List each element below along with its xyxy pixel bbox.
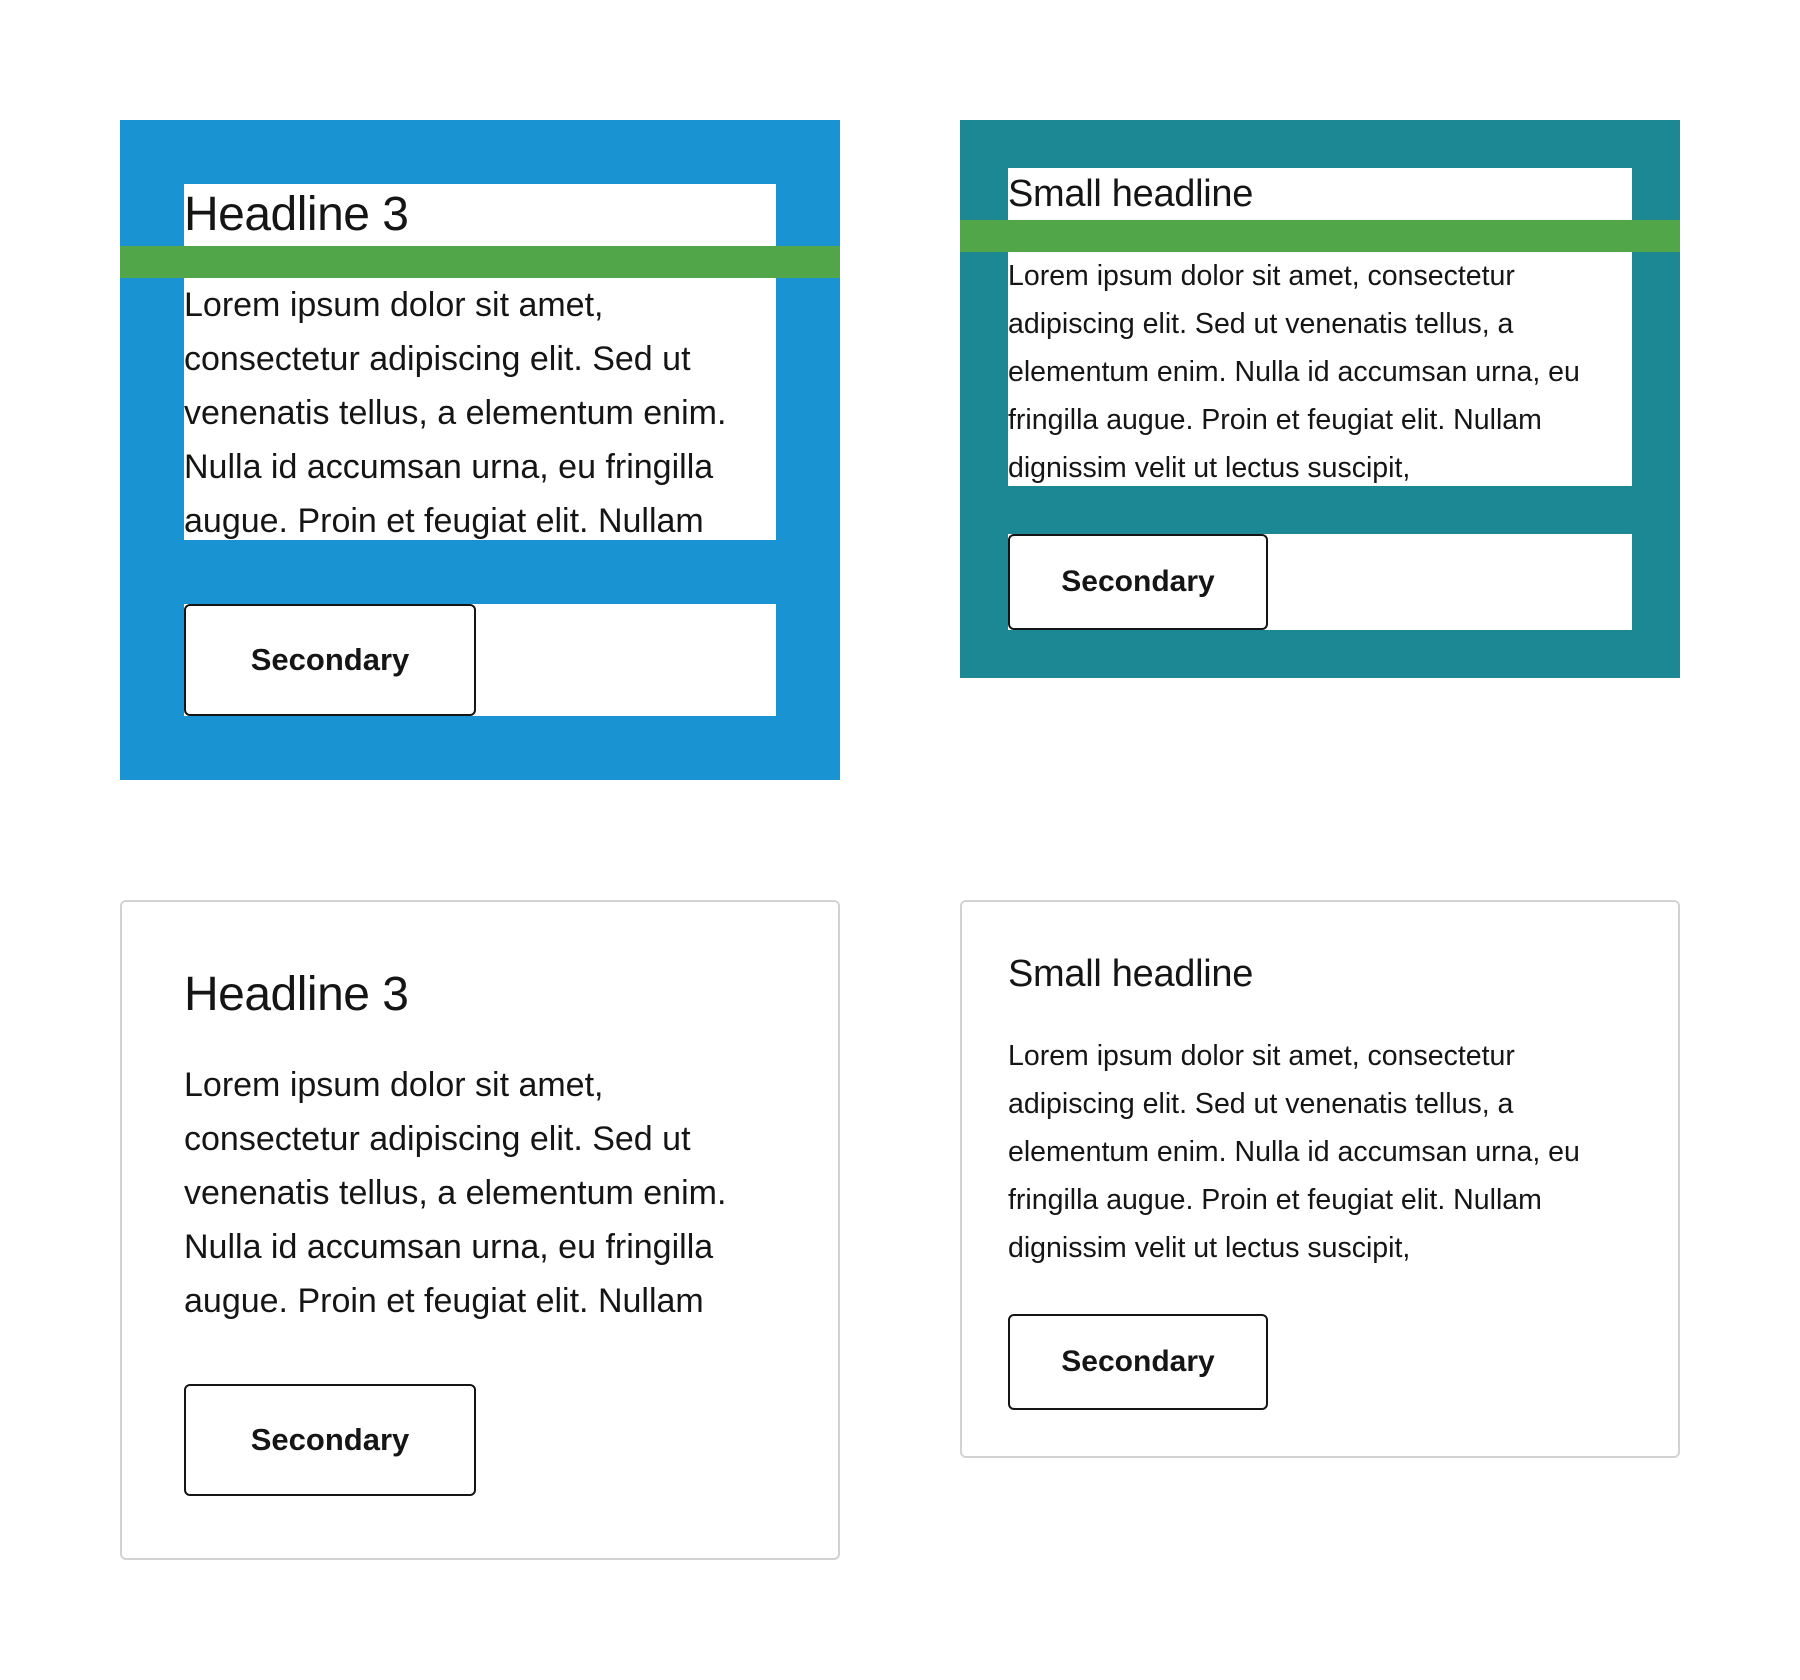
card-body-block (1008, 1032, 1632, 1272)
secondary-button[interactable]: Secondary (1008, 1314, 1268, 1410)
card-title-block (184, 964, 776, 1026)
card-title-block (184, 184, 776, 246)
card-body: Lorem ipsum dolor sit amet, consectetur adipiscing elit. Sed ut venenatis tellus, a elementum enim. Nulla id accumsan urna, eu fringilla augue. Proin et feugiat elit. Nullam (184, 1066, 727, 1320)
card-large (120, 900, 840, 1560)
secondary-button[interactable]: Secondary (184, 1384, 476, 1496)
card-small (960, 900, 1680, 1458)
card-footer-block (184, 604, 776, 716)
card-body-block (184, 278, 776, 540)
secondary-button[interactable]: Secondary (184, 604, 476, 716)
secondary-button[interactable]: Secondary (1008, 534, 1268, 630)
card-body-block (1008, 252, 1632, 486)
card-title: Small headline (1008, 173, 1254, 215)
card-title: Headline 3 (184, 968, 409, 1021)
card-title: Headline 3 (184, 188, 409, 241)
card-title-block (1008, 168, 1632, 220)
card-title: Small headline (1008, 953, 1254, 995)
card-footer-block (1008, 534, 1632, 630)
card-small-highlighted (960, 120, 1680, 678)
card-body: Lorem ipsum dolor sit amet, consectetur adipiscing elit. Sed ut venenatis tellus, a elementum enim. Nulla id accumsan urna, eu fringilla augue. Proin et feugiat elit. Nullam dignissim velit ut lectus suscipit, (1008, 1040, 1580, 1264)
card-body-block (184, 1058, 776, 1328)
card-title-block (1008, 948, 1632, 1000)
card-footer-block (1008, 1314, 1632, 1410)
card-footer-block (184, 1384, 776, 1496)
card-body: Lorem ipsum dolor sit amet, consectetur adipiscing elit. Sed ut venenatis tellus, a elementum enim. Nulla id accumsan urna, eu fringilla augue. Proin et feugiat elit. Nullam dignissim velit ut lectus suscipit, (1008, 260, 1580, 484)
card-large-highlighted (120, 120, 840, 780)
card-body: Lorem ipsum dolor sit amet, consectetur adipiscing elit. Sed ut venenatis tellus, a elementum enim. Nulla id accumsan urna, eu fringilla augue. Proin et feugiat elit. Nullam (184, 286, 727, 540)
